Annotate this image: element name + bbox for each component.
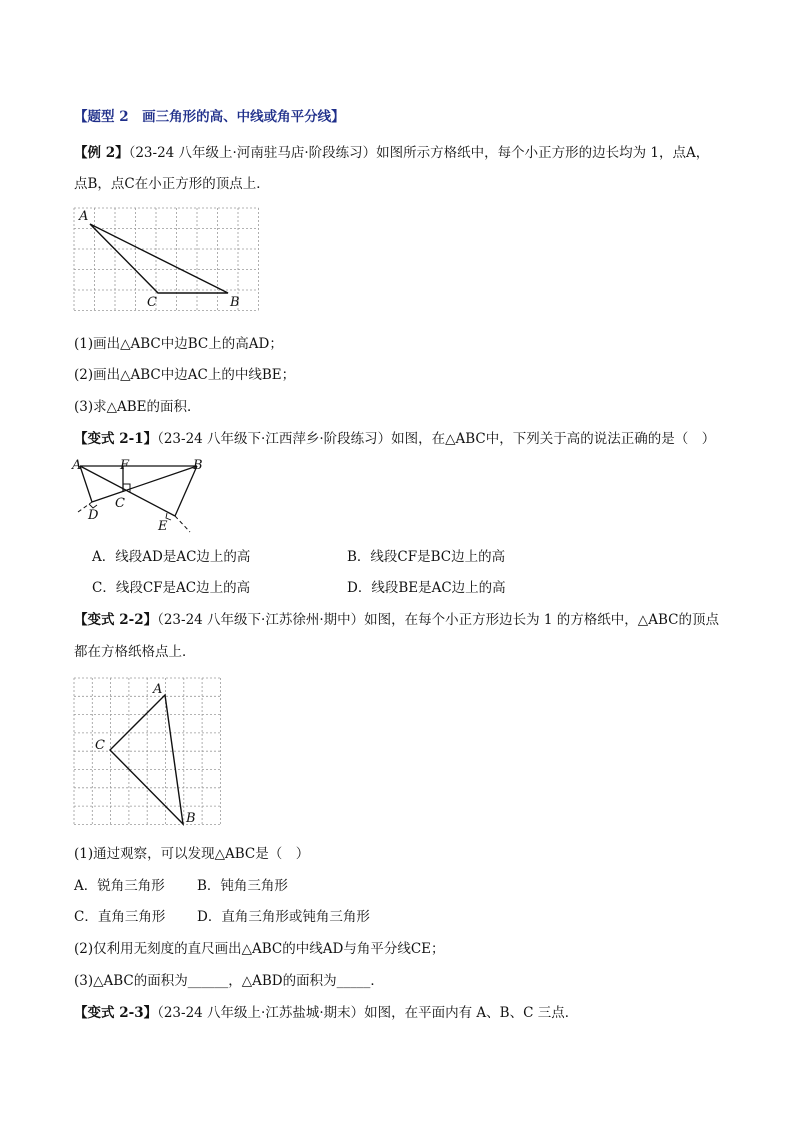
triangle-abc xyxy=(90,224,228,293)
variant23-line1 xyxy=(74,1004,578,1022)
variant21-option-b: B．线段CF是BC边上的高 xyxy=(347,549,506,565)
label-f: F xyxy=(120,458,130,473)
label-b: B xyxy=(193,458,203,473)
variant22-q2: (2)仅利用无刻度的直尺画出△ABC的中线AD与角平分线CE； xyxy=(74,941,445,957)
variant22-text1: （23-24 八年级下·江苏徐州·期中）如图，在每个小正方形边长为 1 的方格纸中，△ABC的顶点 xyxy=(157,612,719,628)
label-b: B xyxy=(186,811,196,826)
variant21-option-c: C．线段CF是AC边上的高 xyxy=(92,580,251,596)
label-a: A xyxy=(153,682,163,697)
variant21-line1 xyxy=(74,430,715,448)
example2-figure xyxy=(73,207,263,311)
variant22-option-a: A．锐角三角形 xyxy=(74,878,165,894)
label-c: C xyxy=(147,295,157,310)
variant21-text1: （23-24 八年级下·江西萍乡·阶段练习）如图，在△ABC中，下列关于高的说法正确的是（ ） xyxy=(157,431,716,447)
label-d: D xyxy=(88,508,99,523)
label-a: A xyxy=(72,458,82,473)
variant21-option-d: D．线段BE是AC边上的高 xyxy=(347,580,506,596)
label-e: E xyxy=(158,519,168,534)
label-b: B xyxy=(230,295,240,310)
topic-heading: 【题型 2 画三角形的高、中线或角平分线】 xyxy=(74,109,345,125)
variant23-text1: （23-24 八年级上·江苏盐城·期末）如图，在平面内有 A、B、C 三点． xyxy=(157,1005,579,1021)
label-a: A xyxy=(79,209,89,224)
example2-q2: (2)画出△ABC中边AC上的中线BE； xyxy=(74,367,296,383)
variant22-option-d: D．直角三角形或钝角三角形 xyxy=(197,909,370,925)
variant22-option-c: C．直角三角形 xyxy=(74,909,166,925)
example2-q3: (3)求△ABE的面积． xyxy=(74,399,201,415)
variant21-tag: 【变式 2-1】 xyxy=(74,431,158,447)
example2-text1: （23-24 八年级上·河南驻马店·阶段练习）如图所示方格纸中，每个小正方形的边长均为 1，点A， xyxy=(128,145,710,161)
example2-q1: (1)画出△ABC中边BC上的高AD； xyxy=(74,336,283,352)
variant22-q1: (1)通过观察，可以发现△ABC是（ ） xyxy=(74,846,310,862)
variant22-figure xyxy=(73,677,223,827)
label-c: C xyxy=(115,496,125,511)
variant22-line2: 都在方格纸格点上． xyxy=(74,644,196,660)
variant22-tag: 【变式 2-2】 xyxy=(74,612,158,628)
label-c: C xyxy=(95,738,105,753)
example2-line1 xyxy=(74,144,709,162)
example2-line2: 点B，点C在小正方形的顶点上． xyxy=(74,176,270,192)
variant21-figure xyxy=(72,458,202,538)
variant22-option-b: B．钝角三角形 xyxy=(197,878,288,894)
variant22-q3: (3)△ABC的面积为______，△ABD的面积为_____． xyxy=(74,973,384,989)
example2-tag: 【例 2】 xyxy=(74,145,129,161)
triangle-abc xyxy=(110,695,183,824)
variant21-option-a: A．线段AD是AC边上的高 xyxy=(92,549,251,565)
variant22-line1 xyxy=(74,611,719,629)
variant23-tag: 【变式 2-3】 xyxy=(74,1005,158,1021)
